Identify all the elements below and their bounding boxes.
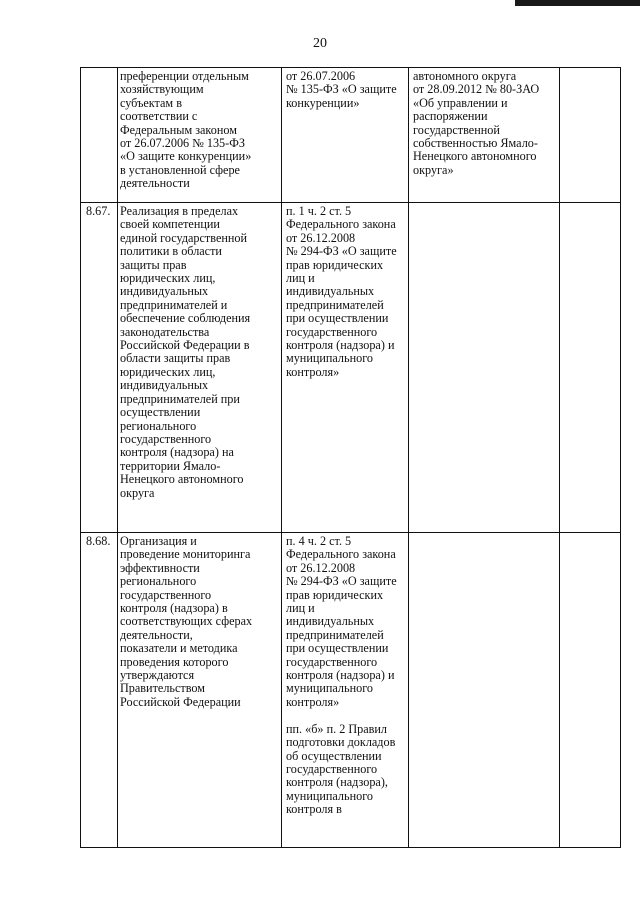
column-divider — [559, 67, 560, 848]
legal-basis-text: п. 4 ч. 2 ст. 5 Федерального закона от 26.12.2008 № 294-ФЗ «О защите прав юридических лиц и индивидуальных предпринимателей при осуществлении государственного контроля (надзора) и муниципального контроля» пп. «б» п. 2 Правил подготовки докладов об осуществлении государственного контроля (надзора), муниципального контроля в — [286, 534, 397, 817]
scan-edge-artifact — [515, 0, 640, 6]
row-divider — [80, 532, 621, 533]
authority-text: Реализация в пределах своей компетенции единой государственной политики в области защиты прав юридических лиц, индивидуальных предпринимателей и обеспечение соблюдения законодательства Российской Федерации в области защиты прав юридических лиц, индивидуальных предпринимателей при осуществлении регионального государственного контроля (надзора) на территории Ямало- Ненецкого автономного округа — [120, 204, 251, 500]
legal-basis-text: от 26.07.2006 № 135-ФЗ «О защите конкуренции» — [286, 69, 397, 110]
registry-table — [80, 67, 621, 848]
table-border-top — [80, 67, 621, 68]
page-number: 20 — [313, 36, 327, 51]
table-border-bottom — [80, 847, 621, 848]
legal-basis-text: п. 1 ч. 2 ст. 5 Федерального закона от 26.12.2008 № 294-ФЗ «О защите прав юридических лиц и индивидуальных предпринимателей при осуществлении государственного контроля (надзора) и муниципального контроля» — [286, 204, 397, 379]
table-border-left — [80, 67, 81, 848]
authority-text: Организация и проведение мониторинга эффективности регионального государственного контроля (надзора) в соответствующих сферах деятельности, показатели и методика проведения которого утверждаются Правительством Российской Федерации — [120, 534, 253, 709]
column-divider — [281, 67, 282, 848]
row-number: 8.68. — [86, 534, 111, 548]
row-number: 8.67. — [86, 204, 111, 218]
column-divider — [408, 67, 409, 848]
regional-act-text: автономного округа от 28.09.2012 № 80-ЗАО «Об управлении и распоряжении государственной собственностью Ямало- Ненецкого автономного округа» — [413, 69, 540, 177]
authority-text: преференции отдельным хозяйствующим субъектам в соответствии с Федеральным законом от 26.07.2006 № 135-ФЗ «О защите конкуренции» в установленной сфере деятельности — [120, 69, 252, 191]
table-border-right — [620, 67, 621, 848]
row-divider — [80, 202, 621, 203]
column-divider — [117, 67, 118, 848]
